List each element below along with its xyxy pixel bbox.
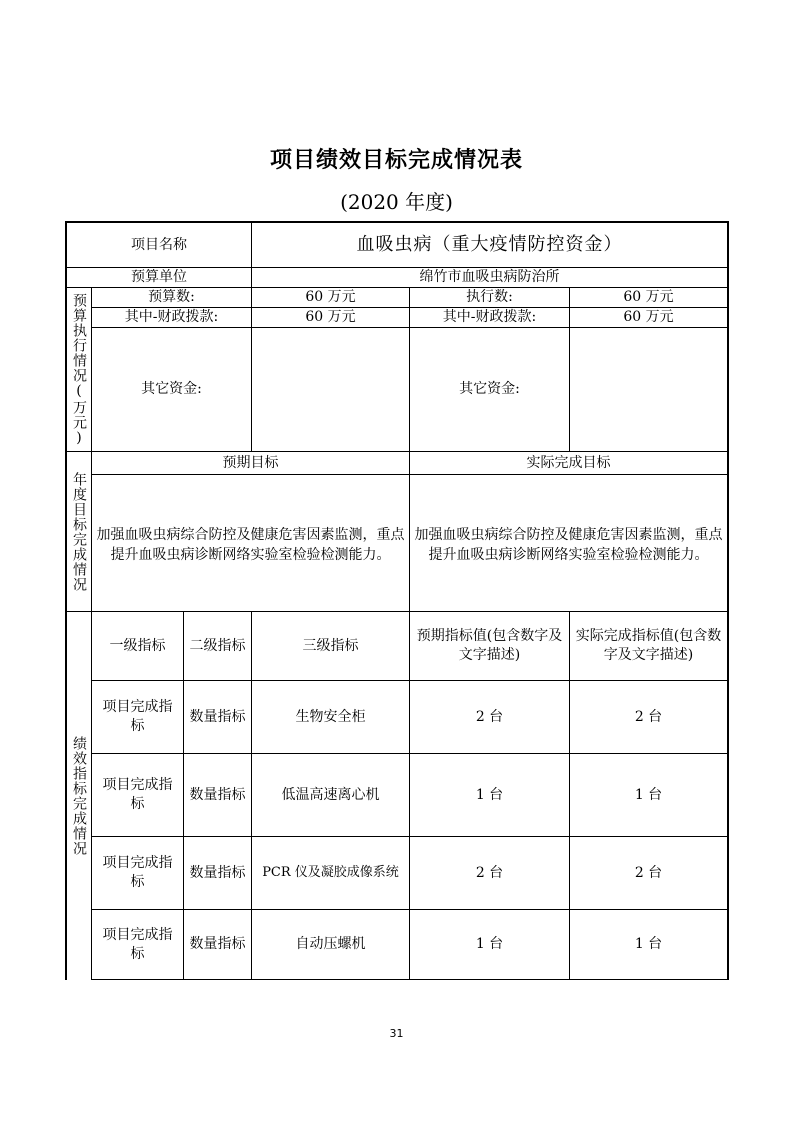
expected-goal-text: 加强血吸虫病综合防控及健康危害因素监测，重点提升血吸虫病诊断网络实验室检验检测能力。	[92, 475, 410, 612]
fiscal-allocation-label: 其中-财政拨款:	[92, 308, 252, 328]
budget-exec-section-label: 预算执行情况(万元)	[67, 288, 92, 452]
table-row-level3: 低温高速离心机	[252, 754, 410, 837]
table-row-level1: 项目完成指标	[92, 910, 184, 980]
page-subtitle: (2020 年度)	[340, 190, 453, 214]
performance-section-label: 绩效指标完成情况	[67, 612, 92, 980]
budget-unit-label: 预算单位	[67, 268, 252, 288]
header-expected-value: 预期指标值(包含数字及文字描述)	[410, 612, 570, 681]
executed-amount-label: 执行数:	[410, 288, 570, 308]
table-row-actual: 1 台	[570, 910, 729, 980]
executed-amount-value: 60 万元	[570, 288, 729, 308]
actual-goal-header: 实际完成目标	[410, 452, 729, 475]
other-funds-value	[252, 328, 410, 452]
table-row-level3: PCR 仪及凝胶成像系统	[252, 837, 410, 910]
table-row-level3: 自动压螺机	[252, 910, 410, 980]
table-row-expected: 1 台	[410, 754, 570, 837]
table-row-level2: 数量指标	[184, 681, 252, 754]
table-row-actual: 2 台	[570, 837, 729, 910]
header-level2: 二级指标	[184, 612, 252, 681]
table-row-level1: 项目完成指标	[92, 837, 184, 910]
expected-goal-header: 预期目标	[92, 452, 410, 475]
budget-amount-label: 预算数:	[92, 288, 252, 308]
table-row-level2: 数量指标	[184, 837, 252, 910]
other-funds-label-2: 其它资金:	[410, 328, 570, 452]
table-row-level3: 生物安全柜	[252, 681, 410, 754]
table-row-expected: 1 台	[410, 910, 570, 980]
table-row-expected: 2 台	[410, 681, 570, 754]
other-funds-value-2	[570, 328, 729, 452]
table-row-level1: 项目完成指标	[92, 754, 184, 837]
header-actual-value: 实际完成指标值(包含数字及文字描述)	[570, 612, 729, 681]
table-row-expected: 2 台	[410, 837, 570, 910]
page-title: 项目绩效目标完成情况表	[269, 148, 523, 173]
table-row-level1: 项目完成指标	[92, 681, 184, 754]
budget-unit-value: 绵竹市血吸虫病防治所	[252, 268, 729, 288]
other-funds-label: 其它资金:	[92, 328, 252, 452]
table-row-level2: 数量指标	[184, 754, 252, 837]
actual-goal-text: 加强血吸虫病综合防控及健康危害因素监测，重点提升血吸虫病诊断网络实验室检验检测能力。	[410, 475, 729, 612]
table-row-actual: 1 台	[570, 754, 729, 837]
project-name-value: 血吸虫病（重大疫情防控资金）	[252, 223, 729, 268]
page-number: 31	[389, 1027, 404, 1040]
fiscal-allocation-value: 60 万元	[252, 308, 410, 328]
table-row-actual: 2 台	[570, 681, 729, 754]
fiscal-allocation-value-2: 60 万元	[570, 308, 729, 328]
performance-table	[65, 221, 729, 980]
project-name-label: 项目名称	[67, 223, 252, 268]
header-level1: 一级指标	[92, 612, 184, 681]
fiscal-allocation-label-2: 其中-财政拨款:	[410, 308, 570, 328]
header-level3: 三级指标	[252, 612, 410, 681]
table-row-level2: 数量指标	[184, 910, 252, 980]
budget-amount-value: 60 万元	[252, 288, 410, 308]
annual-goal-section-label: 年度目标完成情况	[67, 452, 92, 612]
